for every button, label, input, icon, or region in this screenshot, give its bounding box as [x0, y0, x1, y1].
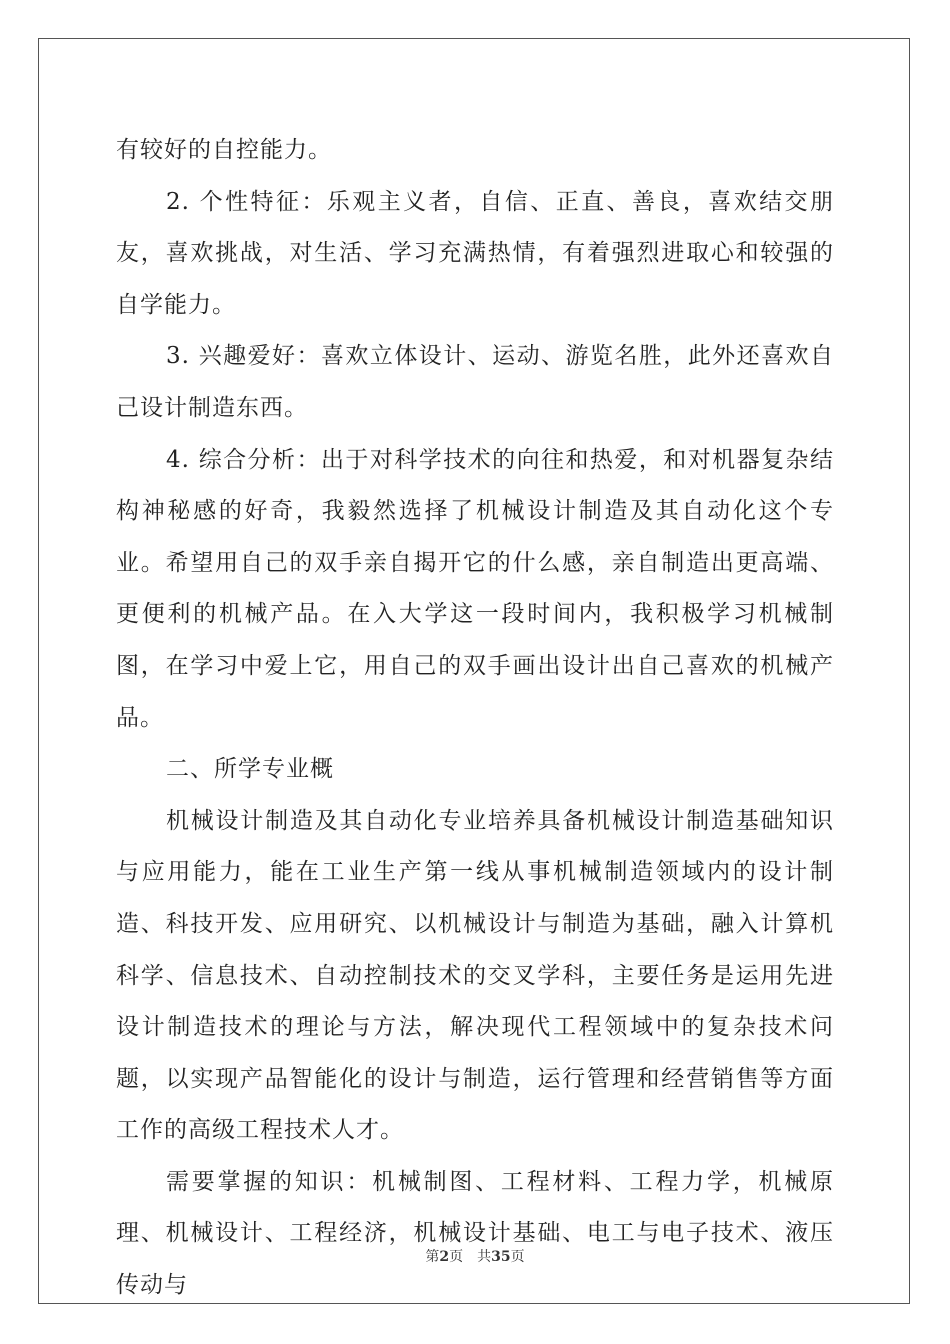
current-page-number: 2 [439, 1249, 450, 1265]
paragraph-3: 3. 兴趣爱好：喜欢立体设计、运动、游览名胜，此外还喜欢自己设计制造东西。 [116, 343, 834, 421]
paragraph-2: 2. 个性特征：乐观主义者，自信、正直、善良，喜欢结交朋友，喜欢挑战，对生活、学习充满热情，有着强烈进取心和较强的自学能力。 [116, 188, 834, 318]
page-suffix: 页 [449, 1249, 464, 1265]
total-prefix: 共 [477, 1249, 492, 1265]
total-pages-number: 35 [491, 1249, 511, 1265]
section-heading: 二、所学专业概 [166, 756, 334, 783]
paragraph-1: 有较好的自控能力。 [116, 137, 332, 163]
paragraph-5: 机械设计制造及其自动化专业培养具备机械设计制造基础知识与应用能力，能在工业生产第一线从事机械制造领域内的设计制造、科技开发、应用研究、以机械设计与制造为基础，融入计算机科学、信息技术、自动控制技术的交叉学科，主要任务是运用先进设计制造技术的理论与方法，解决现代工程领域中的复杂技术问题，以实现产品智能化的设计与制造，运行管理和经营销售等方面工作的高级工程技术人才。 [116, 807, 834, 1144]
page-footer [0, 1246, 950, 1266]
total-suffix: 页 [510, 1249, 525, 1265]
paragraph-6: 需要掌握的知识：机械制图、工程材料、工程力学，机械原理、机械设计、工程经济，机械设计基础、电工与电子技术、液压传动与 [116, 1168, 834, 1299]
document-body [116, 125, 834, 1312]
paragraph-4: 4. 综合分析：出于对科学技术的向往和热爱，和对机器复杂结构神秘感的好奇，我毅然选择了机械设计制造及其自动化这个专业。希望用自己的双手亲自揭开它的什么感，亲自制造出更高端、更便利的机械产品。在入大学这一段时间内，我积极学习机械制图，在学习中爱上它，用自己的双手画出设计出自己喜欢的机械产品。 [116, 446, 834, 731]
page-prefix: 第 [425, 1249, 440, 1265]
